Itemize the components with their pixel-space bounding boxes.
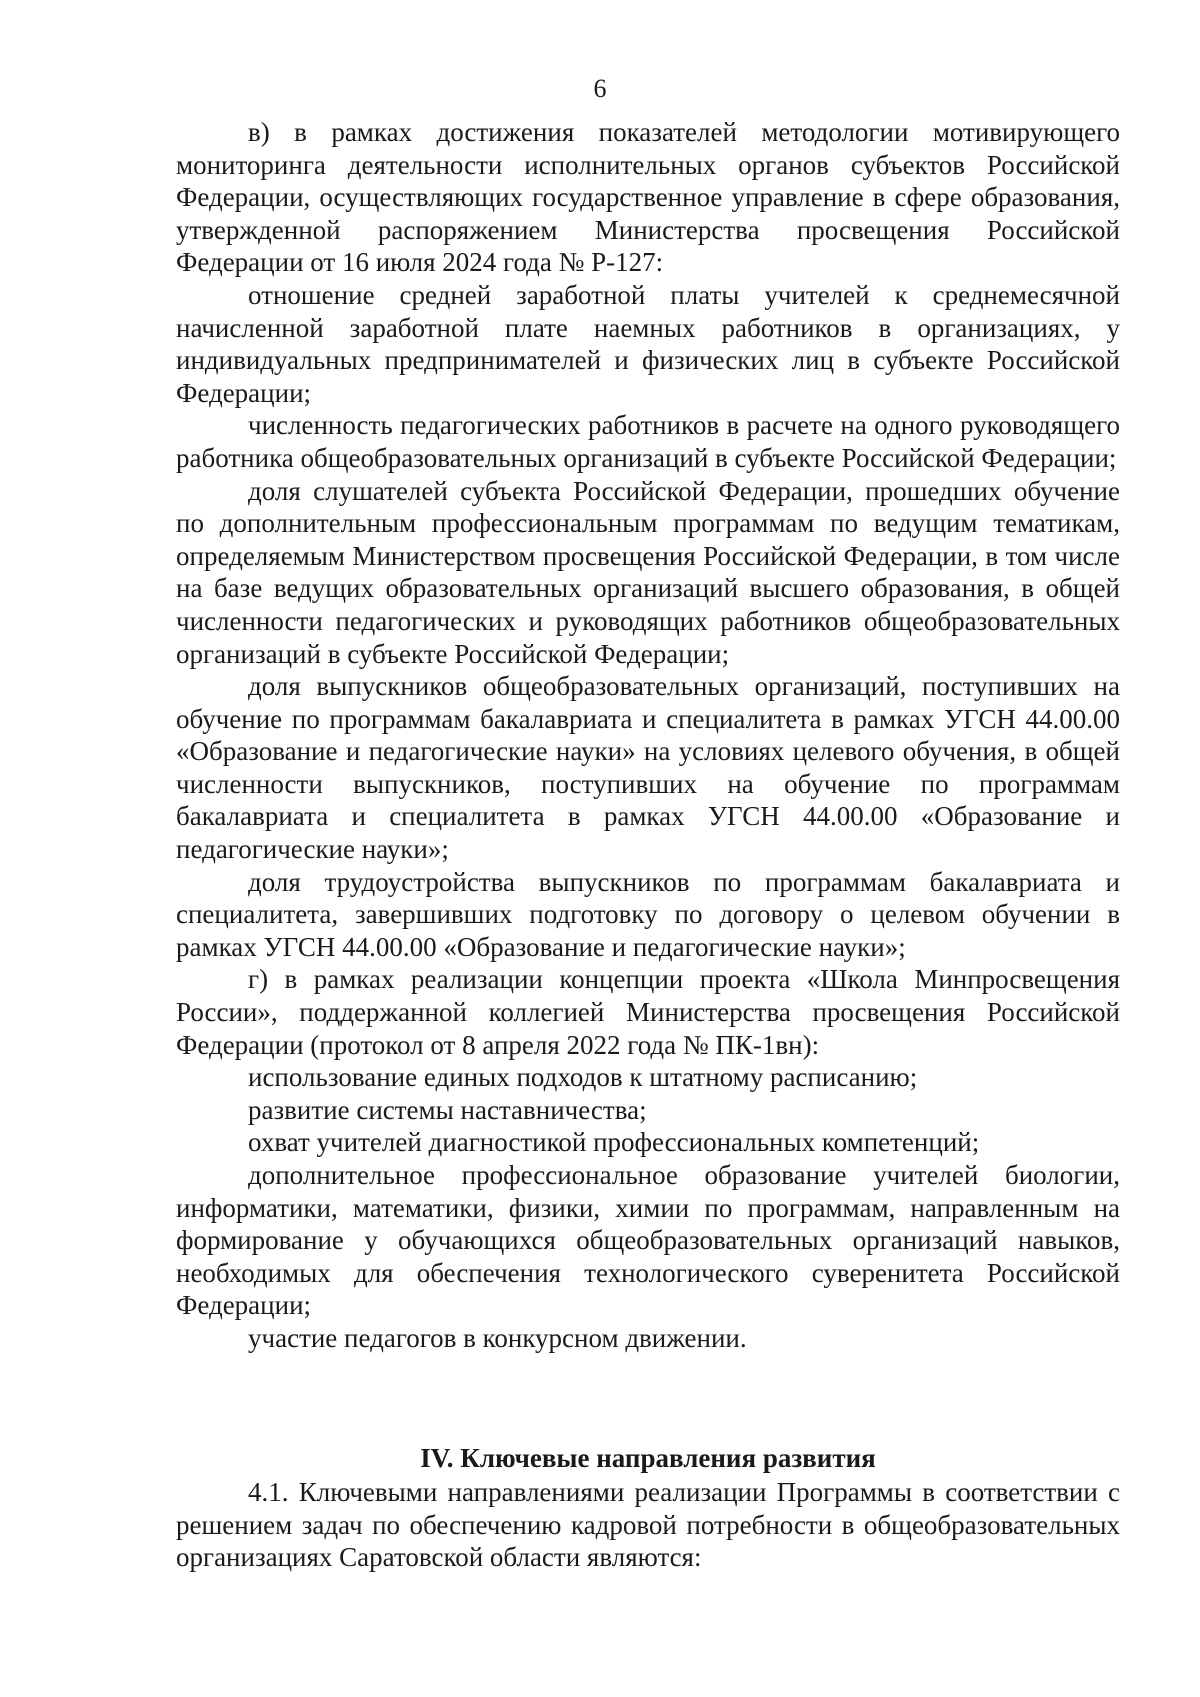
- section-heading: IV. Ключевые направления развития: [420, 1443, 876, 1473]
- paragraph-item-v: в) в рамках достижения показателей методологии мотивирующего мониторинга деятельности исполнительных органов субъектов Российской Федерации, осуществляющих государственное управление в сфере образования, утвержденной распоряжением Министерства просвещения Российской Федерации от 16 июля 2024 года № Р-127:: [176, 117, 1120, 278]
- paragraph-salary-ratio: отношение средней заработной платы учителей к среднемесячной начисленной заработной плате наемных работников в организациях, у индивидуальных предпринимателей и физических лиц в субъекте Российской Федерации;: [176, 279, 1120, 408]
- page-number: 6: [593, 74, 607, 103]
- paragraph-graduates-share: доля выпускников общеобразовательных организаций, поступивших на обучение по программам бакалавриата и специалитета в рамках УГСН 44.00.00 «Образование и педагогические науки» на условиях целевого обучения, в общей численности выпускников, поступивших на обучение по программам бакалавриата и специалитета в рамках УГСН 44.00.00 «Образование и педагогические науки»;: [176, 671, 1120, 865]
- paragraph-additional-education: дополнительное профессиональное образование учителей биологии, информатики, математики, физики, химии по программам, направленным на формирование у обучающихся общеобразовательных организаций навыков, необходимых для обеспечения технологического суверенитета Российской Федерации;: [176, 1160, 1120, 1321]
- paragraph-employment-share: доля трудоустройства выпускников по программам бакалавриата и специалитета, завершивших подготовку по договору о целевом обучении в рамках УГСН 44.00.00 «Образование и педагогические науки»;: [176, 866, 1120, 962]
- paragraph-staff-ratio: численность педагогических работников в расчете на одного руководящего работника общеобразовательных организаций в субъекте Российской Федерации;: [176, 410, 1120, 473]
- paragraph-competitions: участие педагогов в конкурсном движении.: [248, 1322, 747, 1353]
- body-text: [176, 116, 1120, 1355]
- paragraph-mentoring: развитие системы наставничества;: [248, 1094, 647, 1125]
- paragraph-staffing-schedule: использование единых подходов к штатному расписанию;: [248, 1062, 918, 1093]
- paragraph-training-share: доля слушателей субъекта Российской Федерации, прошедших обучение по дополнительным профессиональным программам по ведущим тематикам, определяемым Министерством просвещения Российской Федерации, в том числе на базе ведущих образовательных организаций высшего образования, в общей численности педагогических и руководящих работников общеобразовательных организаций в субъекте Российской Федерации;: [176, 475, 1120, 669]
- paragraph-diagnostics: охват учителей диагностикой профессиональных компетенций;: [248, 1127, 980, 1158]
- closing-text: [176, 1476, 1120, 1574]
- paragraph-key-directions: 4.1. Ключевыми направлениями реализации Программы в соответствии с решением задач по обеспечению кадровой потребности в общеобразовательных организациях Саратовской области являются:: [176, 1477, 1120, 1573]
- paragraph-item-g: г) в рамках реализации концепции проекта «Школа Минпросвещения России», поддержанной коллегией Министерства просвещения Российской Федерации (протокол от 8 апреля 2022 года № ПК-1вн):: [176, 964, 1120, 1060]
